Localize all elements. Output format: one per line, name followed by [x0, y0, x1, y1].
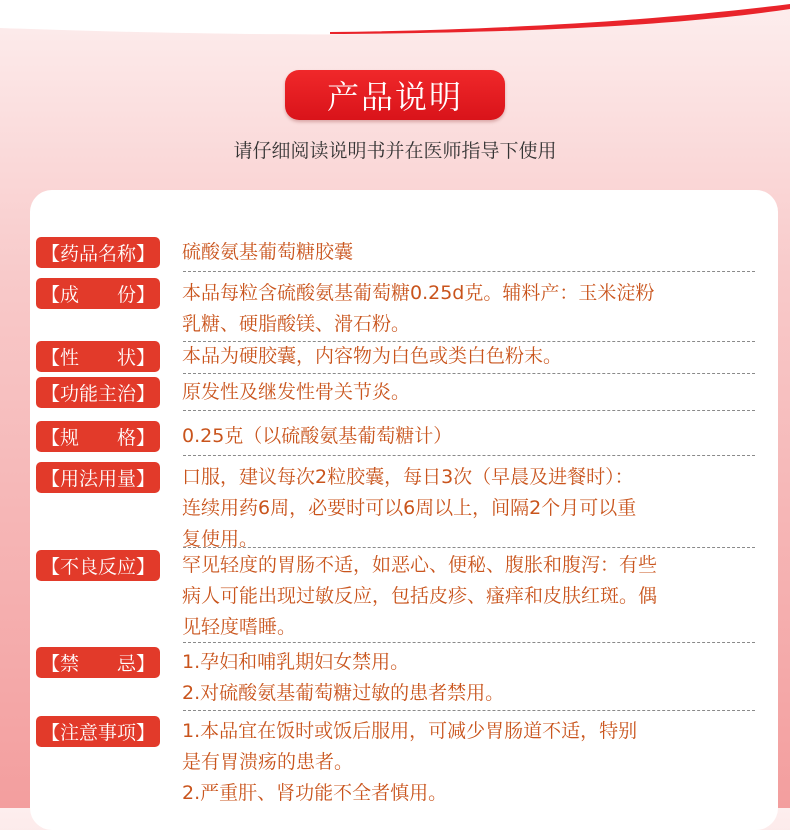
row-divider	[183, 271, 755, 272]
row-content: 本品为硬胶囊，内容物为白色或类白色粉末。	[182, 345, 563, 367]
row-content: 口服，建议每次2粒胶囊，每日3次（早晨及进餐时）： 连续用药6周，必要时可以6周以上，间隔2个月可以重 复使用。	[182, 466, 637, 550]
row-label: 【用法用量】	[36, 462, 160, 493]
row-content: 本品每粒含硫酸氨基葡萄糖0.25d克。辅料产：玉米淀粉 乳糖、硬脂酸镁、滑石粉。	[182, 282, 655, 335]
row-divider	[183, 410, 755, 411]
page-subtitle: 请仔细阅读说明书并在医师指导下使用	[233, 140, 557, 162]
row-divider	[183, 373, 755, 374]
row-label: 【规 格】	[36, 421, 160, 452]
row-content: 硫酸氨基葡萄糖胶囊	[182, 241, 354, 263]
row-label: 【药品名称】	[36, 237, 160, 268]
page-title: 产品说明	[285, 70, 505, 120]
row-label: 【注意事项】	[36, 716, 160, 747]
decorative-swoosh	[0, 0, 790, 60]
row-content: 罕见轻度的胃肠不适，如恶心、便秘、腹胀和腹泻：有些 病人可能出现过敏反应，包括皮疹、瘙痒和皮肤红斑。偶 见轻度嗜睡。	[182, 554, 658, 638]
row-content: 0.25克（以硫酸氨基葡萄糖计）	[182, 425, 453, 447]
row-label: 【成 份】	[36, 278, 160, 309]
row-content: 原发性及继发性骨关节炎。	[182, 381, 411, 403]
row-label: 【性 状】	[36, 341, 160, 372]
row-label: 【不良反应】	[36, 550, 160, 581]
row-divider	[183, 710, 755, 711]
row-label: 【禁 忌】	[36, 647, 160, 678]
row-content: 1.孕妇和哺乳期妇女禁用。 2.对硫酸氨基葡萄糖过敏的患者禁用。	[182, 651, 505, 704]
row-divider	[183, 455, 755, 456]
row-content: 1.本品宜在饭时或饭后服用，可减少胃肠道不适，特别 是有胃溃疡的患者。 2.严重肝、肾功能不全者慎用。	[182, 720, 638, 804]
row-label: 【功能主治】	[36, 377, 160, 408]
row-divider	[183, 547, 755, 548]
row-divider	[183, 642, 755, 643]
